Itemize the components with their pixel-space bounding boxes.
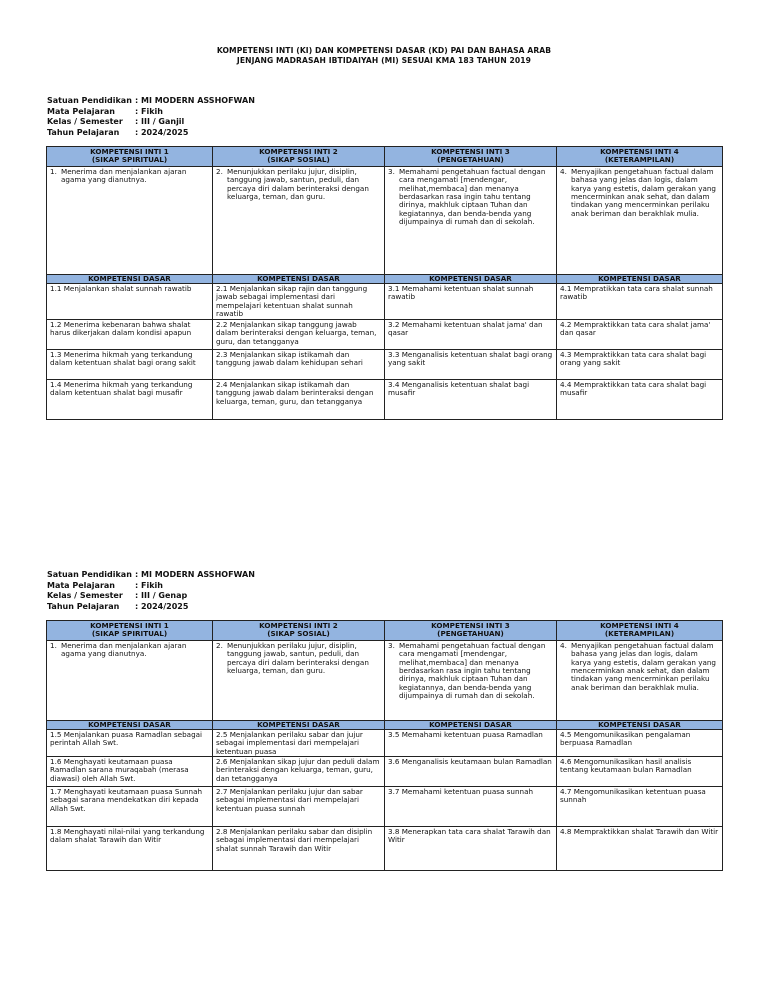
ki-text: Menerima dan menjalankan ajaran agama yang dianutnya. [61,640,187,659]
ki-header-title: KOMPETENSI INTI 2 [259,621,338,630]
section-2-table [46,620,723,871]
ki-number: 3. [388,640,395,650]
ki-number: 1. [50,166,57,176]
satuan-pendidikan-value: : MI MODERN ASSHOFWAN [135,570,255,579]
ki-item [388,642,553,701]
kd-cell: 4.2 Mempraktikkan tata cara shalat jama' dan qasar [557,319,723,349]
ki-2-cell [213,640,385,720]
kd-header: KOMPETENSI DASAR [557,720,723,729]
ki-4-header [557,147,723,167]
satuan-pendidikan-label: Satuan Pendidikan [47,96,132,105]
ki-3-cell [385,640,557,720]
satuan-pendidikan-row [47,570,255,581]
kd-cell: 1.6 Menghayati keutamaan puasa Ramadlan sarana muraqabah (merasa diawasi) oleh Allah Swt. [47,757,213,787]
ki-header-title: KOMPETENSI INTI 3 [431,147,510,156]
ki-header-subtitle: (SIKAP SOSIAL) [267,155,330,165]
ki-1-cell [47,166,213,274]
tahun-pelajaran-row [47,128,255,139]
kd-cell: 1.3 Menerima hikmah yang terkandung dalam ketentuan shalat bagi orang sakit [47,349,213,379]
ki-header-title: KOMPETENSI INTI 1 [90,147,169,156]
ki-number: 1. [50,640,57,650]
section-1-table [46,146,723,420]
kd-cell: 2.3 Menjalankan sikap istikamah dan tanggung jawab dalam kehidupan sehari [213,349,385,379]
kd-header-row [47,720,723,729]
kd-cell: 4.5 Mengomunikasikan pengalaman berpuasa Ramadlan [557,729,723,756]
kd-row [47,729,723,756]
kd-cell: 2.4 Menjalankan sikap istikamah dan tanggung jawab dalam berinteraksi dengan keluarga, teman, guru, dan tetangganya [213,379,385,419]
ki-3-header [385,621,557,641]
kd-row [47,283,723,319]
kd-header: KOMPETENSI DASAR [213,720,385,729]
kd-cell: 2.1 Menjalankan sikap rajin dan tanggung jawab sebagai implementasi dari mempelajari ketentuan shalat sunnah rawatib [213,283,385,319]
title-line-1: KOMPETENSI INTI (KI) DAN KOMPETENSI DASAR (KD) PAI DAN BAHASA ARAB [216,46,552,55]
ki-3-cell [385,166,557,274]
document-title [0,46,768,66]
kd-cell: 1.7 Menghayati keutamaan puasa Sunnah sebagai sarana mendekatkan diri kepada Allah Swt. [47,787,213,827]
ki-header-row [47,621,723,641]
kd-cell: 2.8 Menjalankan perilaku sabar dan disiplin sebagai implementasi dari mempelajari shalat sunnah Tarawih dan Witir [213,827,385,871]
kd-cell: 4.1 Mempratikkan tata cara shalat sunnah rawatib [557,283,723,319]
kd-cell: 4.6 Mengomunikasikan hasil analisis tentang keutamaan bulan Ramadlan [557,757,723,787]
kd-cell: 3.2 Memahami ketentuan shalat jama' dan qasar [385,319,557,349]
ki-4-cell [557,166,723,274]
ki-item [216,642,381,676]
kd-cell: 3.7 Memahami ketentuan puasa sunnah [385,787,557,827]
kd-cell: 1.4 Menerima hikmah yang terkandung dalam ketentuan shalat bagi musafir [47,379,213,419]
kd-cell: 1.5 Menjalankan puasa Ramadlan sebagai perintah Allah Swt. [47,729,213,756]
kd-row [47,757,723,787]
kelas-semester-value: : III / Genap [135,591,188,601]
ki-header-subtitle: (KETERAMPILAN) [604,155,675,165]
mata-pelajaran-label: Mata Pelajaran [47,580,115,590]
ki-header-subtitle: (KETERAMPILAN) [604,629,675,639]
kd-cell: 3.1 Memahami ketentuan shalat sunnah rawatib [385,283,557,319]
tahun-pelajaran-label: Tahun Pelajaran [47,601,120,611]
tahun-pelajaran-value: : 2024/2025 [135,601,189,611]
kd-cell: 4.4 Mempraktikkan tata cara shalat bagi musafir [557,379,723,419]
ki-1-header [47,147,213,167]
kelas-semester-row [47,117,255,128]
satuan-pendidikan-row [47,96,255,107]
kd-cell: 1.2 Menerima kebenaran bahwa shalat harus dikerjakan dalam kondisi apapun [47,319,213,349]
kd-cell: 3.3 Menganalisis ketentuan shalat bagi orang yang sakit [385,349,557,379]
section-1-meta [47,96,255,138]
ki-text: Menyajikan pengetahuan factual dalam bahasa yang jelas dan logis, dalam karya yang estetis, dalam gerakan yang mencerminkan anak sehat, dan dalam tindakan yang mencerminkan perilaku anak beriman dan berakhlak mulia. [571,166,716,218]
ki-header-subtitle: (SIKAP SPIRITUAL) [91,155,168,165]
tahun-pelajaran-label: Tahun Pelajaran [47,127,120,137]
mata-pelajaran-label: Mata Pelajaran [47,106,115,116]
ki-item [388,168,553,227]
kd-row [47,827,723,871]
kd-row [47,349,723,379]
ki-header-row [47,147,723,167]
kd-header: KOMPETENSI DASAR [47,720,213,729]
kd-cell: 1.8 Menghayati nilai-nilai yang terkandung dalam shalat Tarawih dan Witir [47,827,213,871]
ki-text: Menunjukkan perilaku jujur, disiplin, tanggung jawab, santun, peduli, dan percaya diri dalam berinteraksi dengan keluarga, teman, dan guru. [227,640,369,676]
kelas-semester-label: Kelas / Semester [47,591,123,601]
satuan-pendidikan-value: : MI MODERN ASSHOFWAN [135,96,255,105]
mata-pelajaran-value: : Fikih [135,106,163,116]
tahun-pelajaran-row [47,602,255,613]
kd-header: KOMPETENSI DASAR [557,274,723,283]
kelas-semester-row [47,591,255,602]
ki-text: Memahami pengetahuan factual dengan cara mengamati [mendengar, melihat,membaca] dan menanya berdasarkan rasa ingin tahu tentang dirinya, makhluk ciptaan Tuhan dan kegiatannya, dan benda-benda yang dijumpainya di rumah dan di sekolah. [399,166,546,227]
ki-4-cell [557,640,723,720]
ki-4-header [557,621,723,641]
kd-cell: 2.5 Menjalankan perilaku sabar dan jujur sebagai implementasi dari mempelajari ketentuan puasa [213,729,385,756]
kd-row [47,787,723,827]
kd-row [47,319,723,349]
kd-cell: 3.4 Menganalisis ketentuan shalat bagi musafir [385,379,557,419]
ki-2-cell [213,166,385,274]
kd-header: KOMPETENSI DASAR [385,720,557,729]
ki-text: Menerima dan menjalankan ajaran agama yang dianutnya. [61,166,187,185]
ki-text: Menyajikan pengetahuan factual dalam bahasa yang jelas dan logis, dalam karya yang estetis, dalam gerakan yang mencerminkan anak sehat, dan dalam tindakan yang mencerminkan perilaku anak beriman dan berakhlak mulia. [571,640,716,692]
ki-header-subtitle: (SIKAP SPIRITUAL) [91,629,168,639]
ki-item [50,168,209,185]
kd-cell: 2.6 Menjalankan sikap jujur dan peduli dalam berinteraksi dengan keluarga, teman, guru, dan tetangganya [213,757,385,787]
ki-header-subtitle: (PENGETAHUAN) [437,155,504,165]
kd-cell: 2.2 Menjalankan sikap tanggung jawab dalam berinteraksi dengan keluarga, teman, guru, dan tetangganya [213,319,385,349]
kd-header: KOMPETENSI DASAR [213,274,385,283]
satuan-pendidikan-label: Satuan Pendidikan [47,570,132,579]
ki-number: 2. [216,640,223,650]
kd-cell: 3.8 Menerapkan tata cara shalat Tarawih dan Witir [385,827,557,871]
section-2-meta [47,570,255,612]
ki-number: 4. [560,166,567,176]
kd-header: KOMPETENSI DASAR [47,274,213,283]
kd-cell: 4.8 Mempraktikkan shalat Tarawih dan Witir [557,827,723,871]
kd-header: KOMPETENSI DASAR [385,274,557,283]
mata-pelajaran-value: : Fikih [135,580,163,590]
mata-pelajaran-row [47,107,255,118]
kd-header-row [47,274,723,283]
kd-row [47,379,723,419]
ki-number: 4. [560,640,567,650]
ki-header-title: KOMPETENSI INTI 3 [431,621,510,630]
ki-header-subtitle: (SIKAP SOSIAL) [267,629,330,639]
ki-2-header [213,621,385,641]
ki-item [560,642,719,692]
kd-cell: 1.1 Menjalankan shalat sunnah rawatib [47,283,213,319]
kelas-semester-value: : III / Ganjil [135,117,185,127]
ki-header-title: KOMPETENSI INTI 4 [600,621,679,630]
ki-header-subtitle: (PENGETAHUAN) [437,629,504,639]
ki-3-header [385,147,557,167]
ki-item [216,168,381,202]
mata-pelajaran-row [47,581,255,592]
ki-number: 3. [388,166,395,176]
ki-1-header [47,621,213,641]
title-line-2: JENJANG MADRASAH IBTIDAIYAH (MI) SESUAI KMA 183 TAHUN 2019 [236,56,532,65]
ki-header-title: KOMPETENSI INTI 1 [90,621,169,630]
ki-text: Memahami pengetahuan factual dengan cara mengamati [mendengar, melihat,membaca] dan menanya berdasarkan rasa ingin tahu tentang dirinya, makhluk ciptaan Tuhan dan kegiatannya, dan benda-benda yang dijumpainya di rumah dan di sekolah. [399,640,546,701]
ki-text: Menunjukkan perilaku jujur, disiplin, tanggung jawab, santun, peduli, dan percaya diri dalam berinteraksi dengan keluarga, teman, dan guru. [227,166,369,202]
tahun-pelajaran-value: : 2024/2025 [135,127,189,137]
ki-item [50,642,209,659]
ki-item [560,168,719,218]
ki-content-row [47,166,723,274]
ki-2-header [213,147,385,167]
ki-header-title: KOMPETENSI INTI 2 [259,147,338,156]
ki-header-title: KOMPETENSI INTI 4 [600,147,679,156]
kd-cell: 4.3 Mempraktikkan tata cara shalat bagi orang yang sakit [557,349,723,379]
ki-content-row [47,640,723,720]
ki-number: 2. [216,166,223,176]
kd-cell: 3.5 Memahami ketentuan puasa Ramadlan [385,729,557,756]
kd-cell: 2.7 Menjalankan perilaku jujur dan sabar sebagai implementasi dari mempelajari ketentuan puasa sunnah [213,787,385,827]
ki-1-cell [47,640,213,720]
kd-cell: 3.6 Menganalisis keutamaan bulan Ramadlan [385,757,557,787]
kelas-semester-label: Kelas / Semester [47,117,123,127]
kd-cell: 4.7 Mengomunikasikan ketentuan puasa sunnah [557,787,723,827]
